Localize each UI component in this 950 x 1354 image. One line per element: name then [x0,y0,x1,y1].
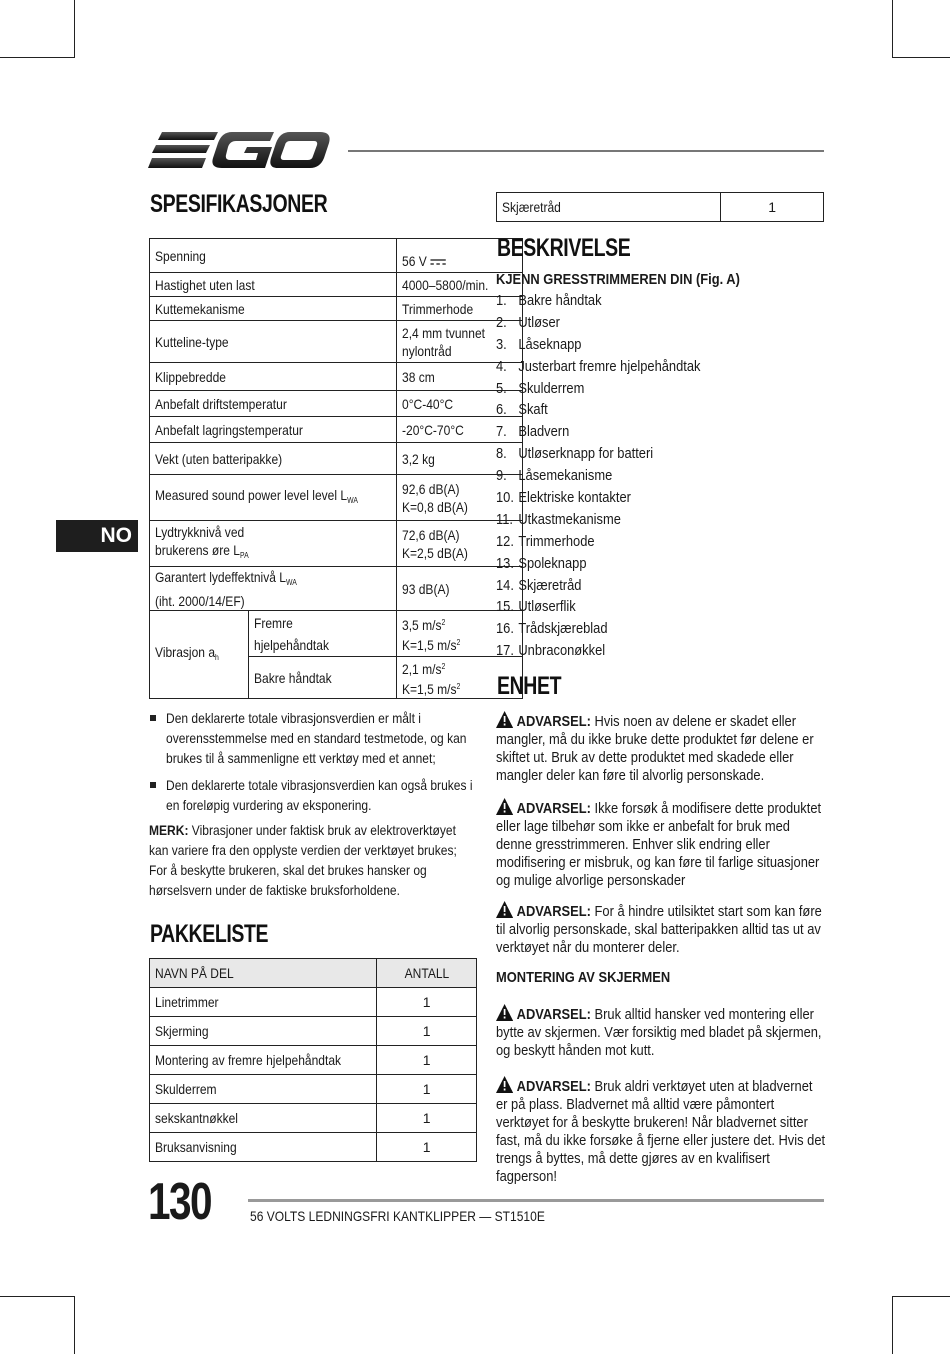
spec-label: Kutteline-type [155,333,229,350]
spec-label: (iht. 2000/14/EF) [155,592,245,609]
subscript: WA [285,577,297,587]
item-number: 10. [496,489,514,507]
list-item [496,487,734,509]
crop-mark [0,1296,75,1297]
warning-icon [496,1004,513,1021]
spec-row [150,273,523,297]
list-item [496,465,734,487]
spec-value: 72,6 dB(A) [401,526,460,543]
spec-label: Anbefalt lagringstemperatur [155,421,303,438]
packing-header-row [150,959,477,988]
item-number: 9. [496,467,507,485]
spec-value: 4000–5800/min. [401,276,489,293]
item-text: Trådskjæreblad [518,620,608,638]
item-text: Elektriske kontakter [518,489,631,507]
list-item [496,356,734,378]
warning-label: ADVARSEL: [516,1078,591,1095]
bullet-text: Den deklarerte totale vibrasjonsverdien er målt i overensstemmelse med en standard testmetode, og kan brukes til å sammenligne ett verktøy med et annet; [166,710,467,766]
spec-label: Fremre [254,614,294,631]
column-header: ANTALL [404,965,449,981]
ego-logo [148,128,330,177]
crop-mark [892,1296,950,1297]
part-qty: 1 [377,1075,477,1104]
spec-value: 56 V [401,252,427,269]
superscript: 2 [456,681,461,691]
spec-row [150,363,523,391]
packing-heading: PAKKELISTE [150,920,269,948]
list-item [496,640,734,662]
item-number: 13. [496,554,514,572]
crop-mark [0,57,75,58]
item-number: 11. [496,510,513,528]
spec-value: 0°C-40°C [401,395,454,412]
table-row [150,1104,477,1133]
spec-label: Garantert lydeffektnivå L [155,568,286,585]
item-number: 6. [496,401,507,419]
subscript: WA [347,495,358,505]
item-number: 5. [496,379,507,397]
item-text: Utløserknapp for batteri [518,445,654,463]
part-qty: 1 [377,1017,477,1046]
spec-heading: SPESIFIKASJONER [150,190,328,218]
warning-label: ADVARSEL: [516,903,591,920]
item-number: 3. [496,335,507,353]
list-item [496,443,734,465]
crop-mark [892,57,950,58]
unit-heading: ENHET [497,672,562,700]
spec-row [150,391,523,417]
item-text: Justerbart fremre hjelpehåndtak [518,357,701,375]
list-item [496,290,734,312]
note-text: Vibrasjoner under faktisk bruk av elektroverktøyet kan variere fra den opplyste verdien der verktøyet brukes; For å beskytte brukeren, skal det brukes hansker og hørselsvern under de faktiske bruksforholdene. [149,822,457,898]
spec-value: 2,4 mm tvunnet nylontråd [401,324,485,359]
dc-symbol-icon [430,258,445,266]
warning-icon [496,711,513,728]
spec-row [150,239,523,273]
footer-text [250,1208,593,1224]
subscript: h [215,652,219,662]
spec-row [150,521,523,567]
item-number: 1. [496,292,507,309]
column-header: NAVN PÅ DEL [155,965,234,981]
list-item [496,575,734,597]
item-text: Utløser [518,313,560,331]
spec-label: Vekt (uten batteripakke) [155,450,283,467]
item-text: Unbraconøkkel [518,642,606,660]
item-text: Utløserflik [518,598,576,616]
spec-label: brukerens øre L [155,541,240,558]
part-qty: 1 [377,1046,477,1075]
warning-text: For å hindre utilsiktet start som kan føre til alvorlig personskade, skal batteripakken alltid tas ut av verktøyet når du monterer deler. [496,903,822,956]
warning-text: Ikke forsøk å modifisere dette produktet eller lage tilbehør som ikke er anbefalt for bruk med denne gresstrimmeren. Enhver slik endring eller modifisering er misbruk, og kan føre til farlige situasjoner og mulige alvorlige personskader [496,800,822,889]
spec-value: K=1,5 m/s [401,680,457,697]
table-row [150,1046,477,1075]
spec-row [150,475,523,521]
spec-label: Vibrasjon a [155,643,216,660]
item-number: 2. [496,313,507,331]
note-paragraph [149,820,478,900]
item-number: 16. [496,620,514,638]
bullet-text: Den deklarerte totale vibrasjonsverdien kan også brukes i en foreløpig vurdering av eksponering. [166,777,473,813]
warning-paragraph [496,1076,826,1186]
list-item [496,334,734,356]
page-number: 130 [148,1173,211,1231]
spec-row [150,443,523,475]
spec-value: K=0,8 dB(A) [401,498,468,515]
spec-value: 38 cm [401,368,435,385]
item-text: Bakre håndtak [518,292,602,309]
language-tab: NO [56,520,138,552]
warning-paragraph [496,901,826,957]
crop-mark [74,0,75,58]
part-name: Skjæretråd [502,199,561,215]
spec-value: K=2,5 dB(A) [401,544,468,561]
item-text: Trimmerhode [518,532,595,550]
packing-table-continued [496,192,824,222]
item-text: Skaft [518,401,548,419]
part-name: Skulderrem [155,1081,217,1097]
spec-row [150,321,523,363]
spec-value: 3,5 m/s [401,616,442,633]
part-qty: 1 [377,1104,477,1133]
superscript: 2 [441,661,446,671]
item-text: Utkastmekanisme [518,510,621,528]
warning-paragraph [496,711,826,785]
spec-value: 2,1 m/s [401,660,442,677]
item-number: 15. [496,598,514,616]
description-heading: BESKRIVELSE [497,234,631,262]
spec-label: Klippebredde [155,368,226,385]
spec-table [149,238,523,699]
warning-icon [496,798,513,815]
spec-row [150,611,523,657]
spec-value: 93 dB(A) [401,580,450,597]
warning-label: ADVARSEL: [516,1006,591,1023]
list-item [496,553,734,575]
warning-paragraph [496,798,826,890]
packing-table [149,958,477,1162]
item-number: 7. [496,423,507,441]
warning-icon [496,901,513,918]
spec-label: Lydtrykknivå ved [155,523,245,540]
warning-label: ADVARSEL: [516,713,591,730]
description-subheading: KJENN GRESSTRIMMEREN DIN (Fig. A) [496,271,740,288]
bullet-item [150,775,536,815]
item-number: 14. [496,576,514,594]
part-name: Montering av fremre hjelpehåndtak [155,1052,342,1068]
list-item [496,399,734,421]
part-qty: 1 [377,1133,477,1162]
footer-title: 56 VOLTS LEDNINGSFRI KANTKLIPPER — ST1510E [250,1208,545,1224]
part-qty: 1 [377,988,477,1017]
table-row [150,988,477,1017]
part-name: sekskantnøkkel [155,1110,238,1126]
spec-label: Bakre håndtak [254,669,332,686]
part-name: Skjerming [155,1023,209,1039]
spec-label: Anbefalt driftstemperatur [155,395,287,412]
table-row [150,1075,477,1104]
item-text: Bladvern [518,423,570,441]
spec-label: hjelpehåndtak [254,636,330,653]
part-name: Linetrimmer [155,994,219,1010]
list-item [496,531,734,553]
list-item [496,312,734,334]
spec-value: Trimmerhode [401,300,474,317]
header-rule [348,150,824,152]
item-text: Låseknapp [518,335,582,353]
item-text: Skulderrem [518,379,585,397]
spec-label: Spenning [155,247,206,264]
parts-list [496,290,734,662]
mount-heading: MONTERING AV SKJERMEN [496,969,671,986]
warning-text: Hvis noen av delene er skadet eller mangler, må du ikke bruke dette produktet før delene er skiftet ut. Bruk av dette produktet med skadede eller mangler deler kan føre til alvorlig personskade. [496,713,814,784]
warning-icon [496,1076,513,1093]
table-row [150,1133,477,1162]
bullet-item [150,708,536,768]
table-row [150,1017,477,1046]
item-text: Spoleknapp [518,554,587,572]
list-item [496,509,734,531]
list-item [496,378,734,400]
superscript: 2 [456,637,461,647]
spec-row [150,297,523,321]
warning-label: ADVARSEL: [516,800,591,817]
list-item [496,421,734,443]
bullet-square-icon [150,782,156,788]
item-number: 12. [496,532,514,550]
spec-row [150,567,523,611]
list-item [496,618,734,640]
item-number: 8. [496,445,507,463]
spec-label: Measured sound power level level L [155,486,348,503]
item-text: Skjæretråd [518,576,582,594]
crop-mark [892,1296,893,1354]
item-number: 4. [496,357,507,375]
spec-value: 92,6 dB(A) [401,480,460,497]
item-text: Låsemekanisme [518,467,613,485]
spec-value: -20°C-70°C [401,421,464,438]
footer-rule [248,1199,824,1202]
part-name: Bruksanvisning [155,1139,237,1155]
item-number: 17. [496,642,514,660]
warning-paragraph [496,1004,826,1060]
list-item [496,596,734,618]
part-qty: 1 [721,193,824,222]
warning-text: Bruk aldri verktøyet uten at bladvernet er på plass. Bladvernet må alltid være påmontert verktøyet for å beskytte brukeren! Når bladvernet sitter fast, må du ikke forsøke å fjerne eller justere det. Hvis det trengs å byttes, må dette gjøres av en kvalifisert fagperson! [496,1078,826,1185]
crop-mark [74,1296,75,1354]
bullet-square-icon [150,715,156,721]
spec-value: K=1,5 m/s [401,636,457,653]
spec-value: 3,2 kg [401,450,435,467]
note-label: MERK: [149,822,189,838]
superscript: 2 [441,617,446,627]
spec-row [150,417,523,443]
spec-label: Kuttemekanisme [155,300,245,317]
warning-text: Bruk alltid hansker ved montering eller bytte av skjermen. Vær forsiktig med bladet på skjermen, og beskytt hånden mot kutt. [496,1006,822,1059]
spec-label: Hastighet uten last [155,276,255,293]
table-row [497,193,824,222]
subscript: PA [239,550,249,560]
crop-mark [892,0,893,58]
